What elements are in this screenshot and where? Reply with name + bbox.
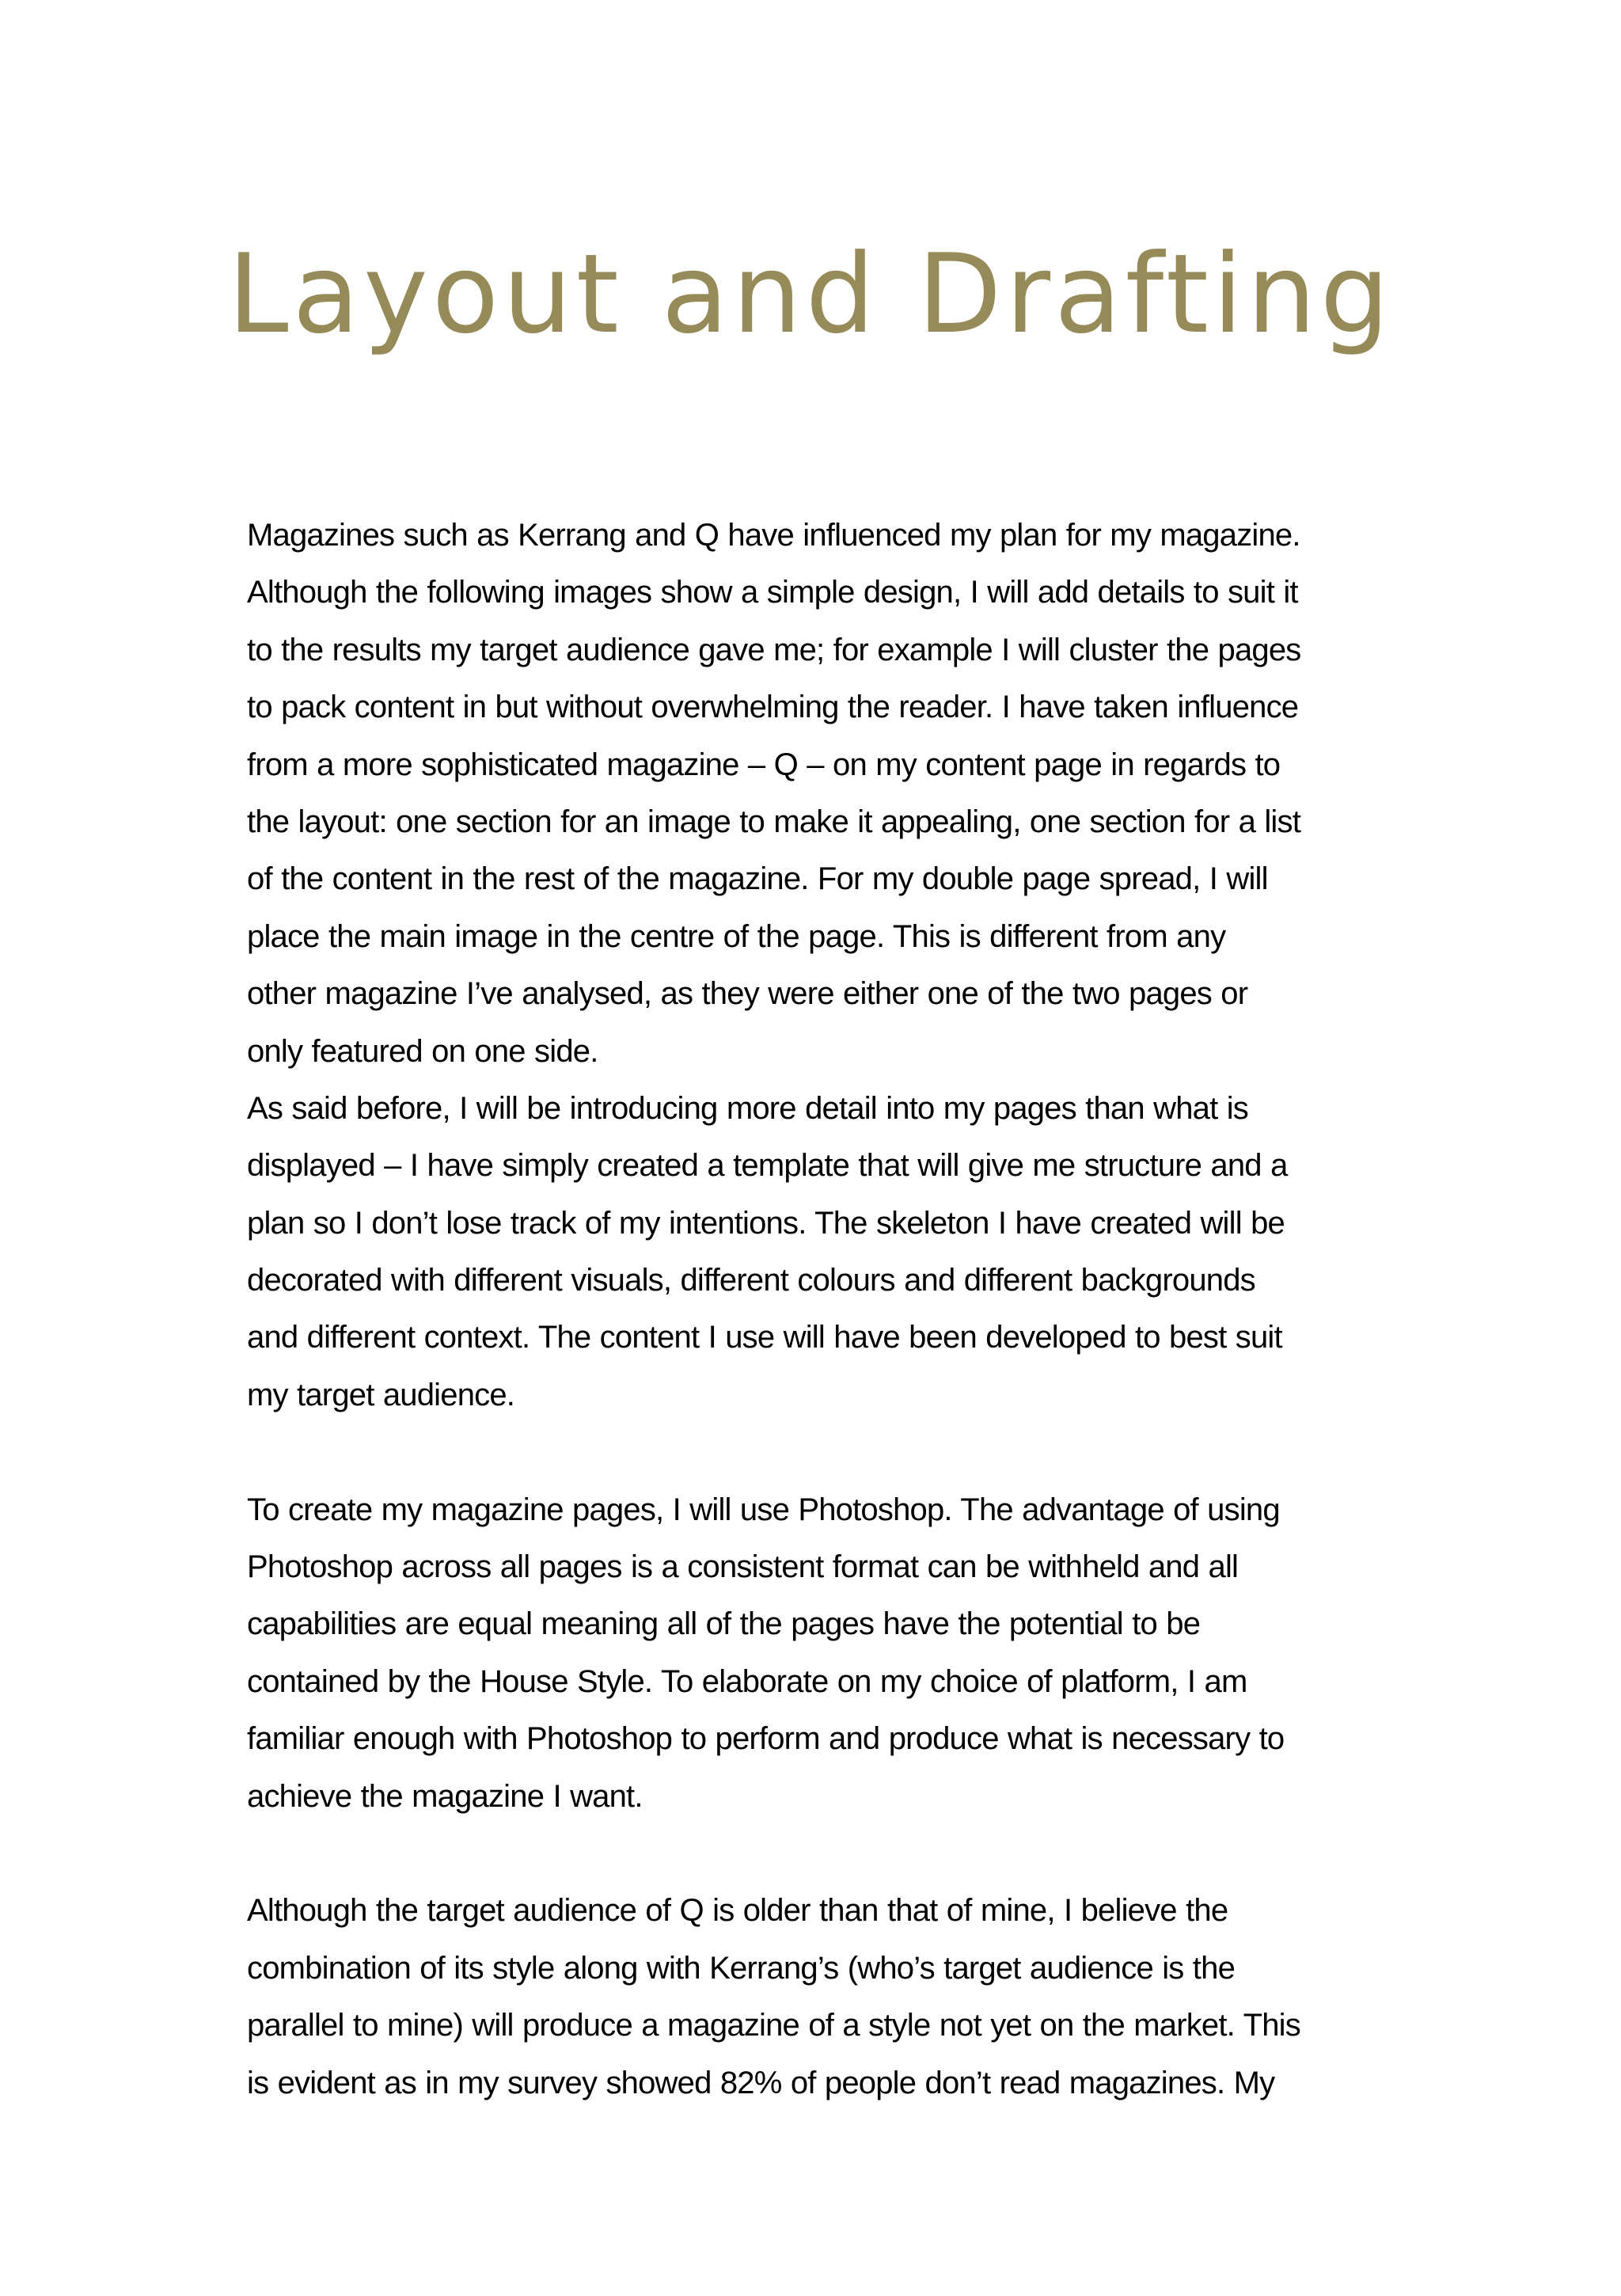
text-line: familiar enough with Photoshop to perform and produce what is necessary to [247, 1721, 1285, 1757]
text-line: combination of its style along with Kerrang’s (who’s target audience is the [247, 1950, 1236, 1986]
text-line: decorated with different visuals, different colours and different backgrounds [247, 1263, 1255, 1298]
text-line: achieve the magazine I want. [247, 1778, 643, 1814]
text-line: contained by the House Style. To elaborate on my choice of platform, I am [247, 1663, 1247, 1699]
text-line: parallel to mine) will produce a magazine of a style not yet on the market. This [247, 2008, 1300, 2043]
body-text [247, 507, 1403, 2112]
text-line: from a more sophisticated magazine – Q – on my content page in regards to [247, 747, 1281, 782]
text-line: the layout: one section for an image to make it appealing, one section for a list [247, 804, 1301, 839]
text-line: capabilities are equal meaning all of the pages have the potential to be [247, 1606, 1201, 1642]
text-line: Although the target audience of Q is older than that of mine, I believe the [247, 1893, 1228, 1929]
paragraph-gap [247, 1424, 1403, 1481]
text-line: As said before, I will be introducing more detail into my pages than what is [247, 1090, 1248, 1126]
text-line: of the content in the rest of the magazine. For my double page spread, I will [247, 861, 1268, 897]
text-line: and different context. The content I use will have been developed to best suit [247, 1320, 1282, 1355]
text-line: place the main image in the centre of the page. This is different from any [247, 918, 1226, 954]
text-line: other magazine I’ve analysed, as they were either one of the two pages or [247, 976, 1248, 1012]
text-line: Although the following images show a simple design, I will add details to suit it [247, 575, 1298, 610]
text-line: Magazines such as Kerrang and Q have influenced my plan for my magazine. [247, 518, 1300, 553]
text-line: only featured on one side. [247, 1033, 598, 1069]
text-line: displayed – I have simply created a template that will give me structure and a [247, 1148, 1288, 1184]
text-line: plan so I don’t lose track of my intentions. The skeleton I have created will be [247, 1205, 1285, 1241]
text-line: To create my magazine pages, I will use Photoshop. The advantage of using [247, 1492, 1280, 1527]
text-line: Photoshop across all pages is a consistent format can be withheld and all [247, 1549, 1239, 1585]
text-line: is evident as in my survey showed 82% of people don’t read magazines. My [247, 2065, 1275, 2100]
text-line: my target audience. [247, 1377, 515, 1412]
page-title: Layout and Drafting [227, 230, 1394, 358]
text-line: to pack content in but without overwhelming the reader. I have taken influence [247, 690, 1299, 725]
paragraph-gap [247, 1825, 1403, 1882]
text-line: to the results my target audience gave me; for example I will cluster the pages [247, 632, 1301, 667]
